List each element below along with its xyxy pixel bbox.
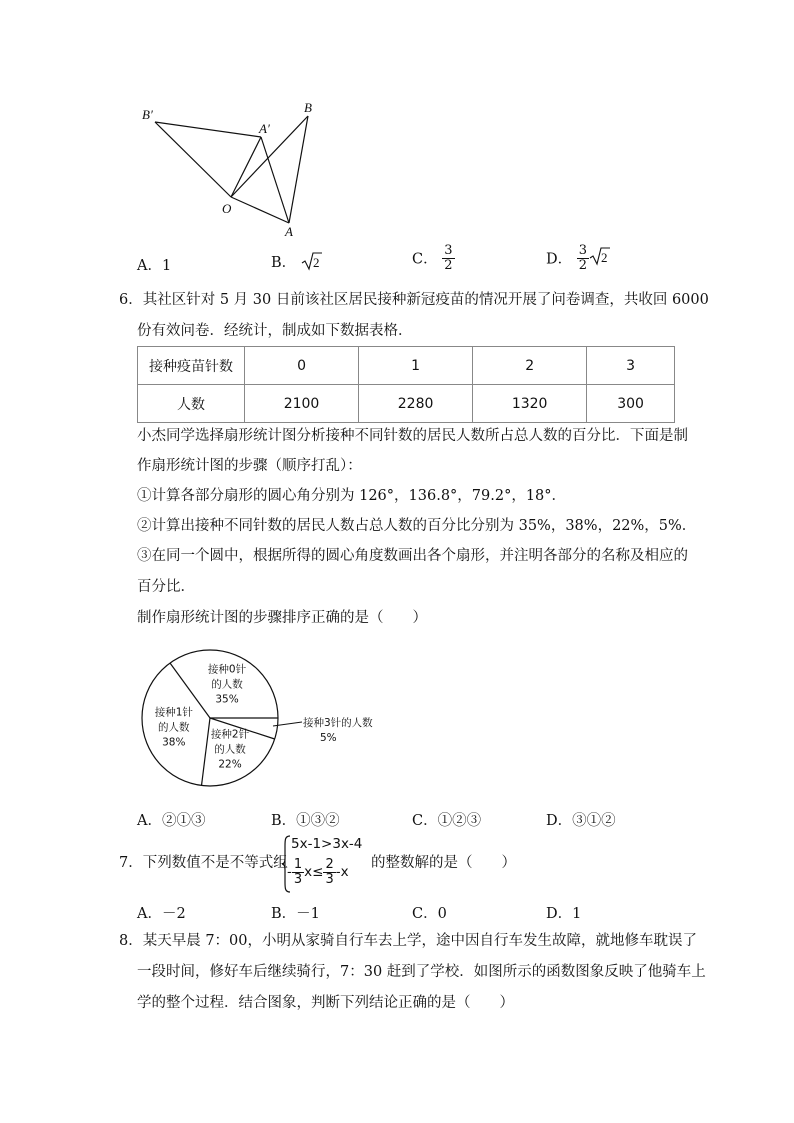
q7-inequality-2: - $\frac{1}{3}$ x≤ $\frac{2}{3}$ -x bbox=[287, 857, 349, 887]
sqrt-symbol bbox=[301, 251, 323, 275]
q6-option-a[interactable]: A．②①③ bbox=[137, 813, 206, 829]
q7-option-d[interactable]: D．1 bbox=[546, 906, 582, 922]
q7-prefix: 7．下列数值不是不等式组 bbox=[119, 855, 288, 871]
q5-option-d[interactable]: D． $\frac{3}{2}$ 2 bbox=[546, 244, 611, 272]
q6-step3-line1: ③在同一个圆中，根据所得的圆心角度数画出各个扇形，并注明各部分的名称及相应的 bbox=[137, 548, 688, 564]
svg-text:2: 2 bbox=[312, 255, 320, 270]
q7-option-c[interactable]: C．0 bbox=[412, 906, 447, 922]
q8-line1: 8．某天早晨 7：00，小明从家骑自行车去上学，途中因自行车发生故障，就地修车耽误了 bbox=[119, 933, 698, 949]
label-A: A bbox=[285, 224, 293, 239]
table-cell: 1 bbox=[359, 347, 473, 385]
q6-option-b[interactable]: B．①③② bbox=[271, 813, 340, 829]
pie-chart bbox=[135, 638, 405, 798]
q6-para-line2: 作扇形统计图的步骤（顺序打乱）： bbox=[137, 458, 362, 474]
sqrt-symbol bbox=[589, 246, 611, 270]
segment-O-Ap bbox=[231, 137, 261, 197]
q6-question: 制作扇形统计图的步骤排序正确的是（ ） bbox=[137, 610, 427, 626]
table-cell: 300 bbox=[587, 385, 675, 423]
table-cell: 3 bbox=[587, 347, 675, 385]
svg-text:2: 2 bbox=[601, 250, 608, 266]
table-cell: 人数 bbox=[138, 385, 245, 423]
pie-slice-label: 接种0针的人数 35% bbox=[207, 663, 247, 706]
label-Bp: B′ bbox=[142, 107, 153, 122]
pie-slice-label: 接种1针的人数 38% bbox=[154, 706, 193, 749]
q5-option-b[interactable]: B． 2 bbox=[271, 251, 323, 275]
q5-option-c[interactable]: C． $\frac{3}{2}$ bbox=[412, 243, 453, 273]
segment-Bp-O bbox=[155, 122, 231, 197]
q7-option-a[interactable]: A．－2 bbox=[137, 906, 186, 922]
segment-O-A bbox=[231, 197, 289, 223]
table-row bbox=[138, 347, 675, 385]
label-Ap: A′ bbox=[259, 121, 270, 136]
fraction: $\frac{3}{2}$ bbox=[578, 243, 588, 273]
fraction: $\frac{3}{2}$ bbox=[444, 243, 453, 273]
pie-slice-boundary bbox=[202, 718, 211, 786]
q5-option-a[interactable]: A．1 bbox=[137, 258, 172, 274]
vaccine-table bbox=[137, 346, 675, 423]
segment-Bp-Ap bbox=[155, 122, 261, 137]
q8-line2: 一段时间，修好车后继续骑行，7：30 赶到了学校．如图所示的函数图象反映了他骑车上 bbox=[137, 964, 706, 980]
q6-step1: ①计算各部分扇形的圆心角分别为 126°，136.8°，79.2°，18°． bbox=[137, 488, 567, 504]
q6-stem-line1: 6．其社区针对 5 月 30 日前该社区居民接种新冠疫苗的情况开展了问卷调查，共收回 6000 bbox=[119, 292, 709, 308]
table-cell: 2 bbox=[473, 347, 587, 385]
q6-option-d[interactable]: D．③①② bbox=[546, 813, 616, 829]
q7-suffix: 的整数解的是（ ） bbox=[371, 855, 516, 871]
table-cell: 接种疫苗针数 bbox=[138, 347, 245, 385]
pie-slice-label: 接种3针的人数 5% bbox=[303, 717, 373, 744]
q7-option-b[interactable]: B．－1 bbox=[271, 906, 320, 922]
q8-line3: 学的整个过程．结合图象，判断下列结论正确的是（ ） bbox=[137, 995, 514, 1011]
table-cell: 0 bbox=[245, 347, 359, 385]
table-row bbox=[138, 385, 675, 423]
table-cell: 2100 bbox=[245, 385, 359, 423]
q6-para-line1: 小杰同学选择扇形统计图分析接种不同针数的居民人数所占总人数的百分比．下面是制 bbox=[137, 428, 688, 444]
table-cell: 1320 bbox=[473, 385, 587, 423]
fraction: $\frac{1}{3}$ bbox=[293, 857, 303, 887]
q6-stem-line2: 份有效问卷．经统计，制成如下数据表格． bbox=[137, 323, 413, 339]
table-cell: 2280 bbox=[359, 385, 473, 423]
q7-inequality-1: 5x-1>3x-4 bbox=[291, 836, 363, 852]
q6-option-c[interactable]: C．①②③ bbox=[412, 813, 482, 829]
q6-step3-line2: 百分比． bbox=[137, 579, 195, 595]
fraction: $\frac{2}{3}$ bbox=[325, 857, 334, 887]
q6-step2: ②计算出接种不同针数的居民人数占总人数的百分比分别为 35%，38%，22%，5%． bbox=[137, 518, 697, 534]
label-B: B bbox=[304, 100, 312, 115]
segment-B-A bbox=[289, 116, 308, 223]
geometry-figure bbox=[130, 95, 330, 245]
pie-slice-label: 接种2针的人数 22% bbox=[210, 728, 250, 771]
label-O: O bbox=[222, 201, 232, 216]
